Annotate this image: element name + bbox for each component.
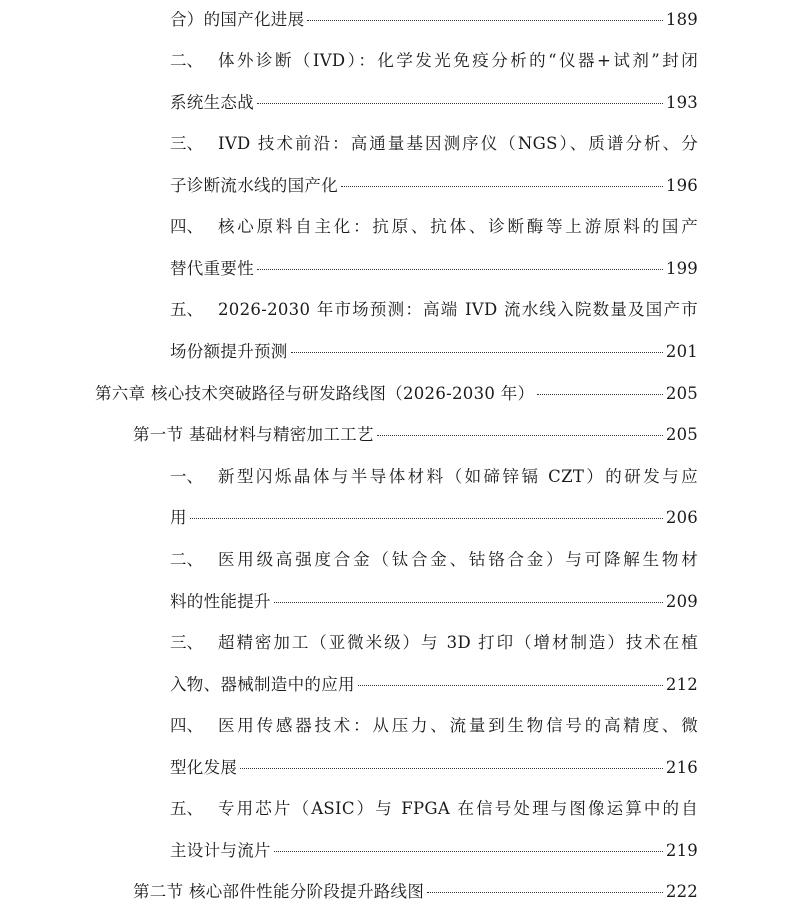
toc-entry-title: 入物、器械制造中的应用 <box>170 675 355 694</box>
toc-entry-title: 医用级高强度合金（钛合金、钴铬合金）与可降解生物材 <box>218 550 698 569</box>
toc-entry-title: 主设计与流片 <box>170 841 271 860</box>
toc-entry-number: 四、 <box>170 716 203 735</box>
toc-entry-continuation[interactable] <box>170 89 698 117</box>
toc-entry-title: 2026-2030 年市场预测：高端 IVD 流水线入院数量及国产市 <box>218 300 698 319</box>
toc-entry[interactable] <box>170 130 698 158</box>
toc-page-number: 222 <box>665 882 698 901</box>
toc-page-number: 201 <box>665 342 698 361</box>
toc-page-number: 219 <box>665 841 698 860</box>
toc-entry-continuation[interactable] <box>170 504 698 532</box>
toc-entry[interactable] <box>170 795 698 823</box>
toc-section-entry[interactable] <box>133 421 698 449</box>
toc-page-number: 199 <box>665 259 698 278</box>
toc-entry-title: 料的性能提升 <box>170 592 271 611</box>
toc-entry[interactable] <box>170 546 698 574</box>
toc-entry-title: 系统生态战 <box>170 93 254 112</box>
toc-entry-continuation[interactable] <box>170 172 698 200</box>
toc-entry-number: 二、 <box>170 51 203 70</box>
dot-leader <box>537 394 663 395</box>
toc-entry-number: 三、 <box>170 633 203 652</box>
toc-entry[interactable] <box>170 47 698 75</box>
toc-entry-title: 体外诊断（IVD）：化学发光免疫分析的“仪器+试剂”封闭 <box>218 51 698 70</box>
toc-section-title: 第二节 核心部件性能分阶段提升路线图 <box>133 882 425 901</box>
dot-leader <box>274 851 663 852</box>
toc-entry-number: 四、 <box>170 217 203 236</box>
toc-entry-title: 场份额提升预测 <box>170 342 288 361</box>
toc-entry-continuation[interactable] <box>170 671 698 699</box>
toc-entry-title: 超精密加工（亚微米级）与 3D 打印（增材制造）技术在植 <box>218 633 698 652</box>
dot-leader <box>377 435 663 436</box>
toc-entry-number: 三、 <box>170 134 203 153</box>
toc-entry[interactable] <box>170 6 698 34</box>
toc-chapter-title: 第六章 核心技术突破路径与研发路线图（2026-2030 年） <box>95 384 535 403</box>
toc-entry-title: 用 <box>170 508 187 527</box>
toc-entry-number: 二、 <box>170 550 203 569</box>
toc-entry-continuation[interactable] <box>170 338 698 366</box>
toc-entry-title: 新型闪烁晶体与半导体材料（如碲锌镉 CZT）的研发与应 <box>218 467 698 486</box>
dot-leader <box>257 269 663 270</box>
dot-leader <box>190 518 663 519</box>
toc-entry-title: 合）的国产化进展 <box>170 10 305 29</box>
toc-entry-number: 一、 <box>170 467 203 486</box>
toc-entry-continuation[interactable] <box>170 837 698 865</box>
dot-leader <box>291 352 663 353</box>
toc-entry-title: 型化发展 <box>170 758 238 777</box>
toc-entry[interactable] <box>170 213 698 241</box>
toc-entry-title: 替代重要性 <box>170 259 254 278</box>
toc-page-number: 196 <box>665 176 698 195</box>
toc-entry-title: 核心原料自主化：抗原、抗体、诊断酶等上游原料的国产 <box>218 217 698 236</box>
toc-page-number: 205 <box>665 384 698 403</box>
dot-leader <box>427 892 663 893</box>
toc-page-number: 189 <box>665 10 698 29</box>
dot-leader <box>307 20 663 21</box>
toc-section-title: 第一节 基础材料与精密加工工艺 <box>133 425 374 444</box>
toc-page-number: 209 <box>665 592 698 611</box>
toc-entry-continuation[interactable] <box>170 255 698 283</box>
toc-page-number: 206 <box>665 508 698 527</box>
toc-entry-title: 专用芯片（ASIC）与 FPGA 在信号处理与图像运算中的自 <box>218 799 698 818</box>
toc-entry[interactable] <box>170 296 698 324</box>
toc-section-entry[interactable] <box>133 878 698 906</box>
toc-page-number: 212 <box>665 675 698 694</box>
toc-entry-number: 五、 <box>170 300 203 319</box>
dot-leader <box>240 768 663 769</box>
toc-entry-title: 子诊断流水线的国产化 <box>170 176 338 195</box>
toc-entry[interactable] <box>170 712 698 740</box>
toc-entry[interactable] <box>170 629 698 657</box>
toc-entry-title: IVD 技术前沿：高通量基因测序仪（NGS）、质谱分析、分 <box>218 134 698 153</box>
toc-page-number: 216 <box>665 758 698 777</box>
dot-leader <box>341 186 663 187</box>
toc-entry-title: 医用传感器技术：从压力、流量到生物信号的高精度、微 <box>218 716 698 735</box>
toc-entry-number: 五、 <box>170 799 203 818</box>
toc-page-number: 205 <box>665 425 698 444</box>
toc-entry[interactable] <box>170 463 698 491</box>
dot-leader <box>257 103 663 104</box>
dot-leader <box>274 602 663 603</box>
dot-leader <box>358 685 663 686</box>
toc-page-number: 193 <box>665 93 698 112</box>
toc-entry-continuation[interactable] <box>170 588 698 616</box>
toc-chapter-entry[interactable] <box>95 380 698 408</box>
toc-entry-continuation[interactable] <box>170 754 698 782</box>
